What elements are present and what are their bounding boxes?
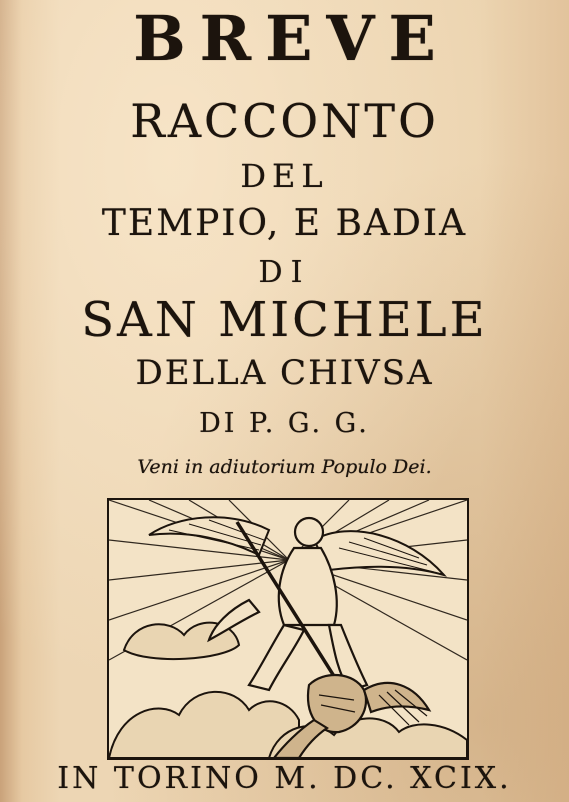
title-del: DEL (240, 157, 329, 195)
woodcut-illustration (109, 500, 467, 758)
author-initials: DI P. G. G. (199, 408, 370, 439)
motto: Veni in adiutorium Populo Dei. (137, 456, 432, 478)
title-breve: BREVE (133, 2, 450, 75)
archangel-michael-woodcut (109, 500, 467, 758)
title-chiusa: DELLA CHIVSA (135, 353, 434, 393)
title-san-michele: SAN MICHELE (81, 292, 488, 348)
imprint: IN TORINO M. DC. XCIX. (57, 761, 512, 796)
title-racconto: RACCONTO (130, 94, 439, 148)
title-di: DI (258, 255, 311, 290)
title-tempio-badia: TEMPIO, E BADIA (101, 203, 468, 244)
